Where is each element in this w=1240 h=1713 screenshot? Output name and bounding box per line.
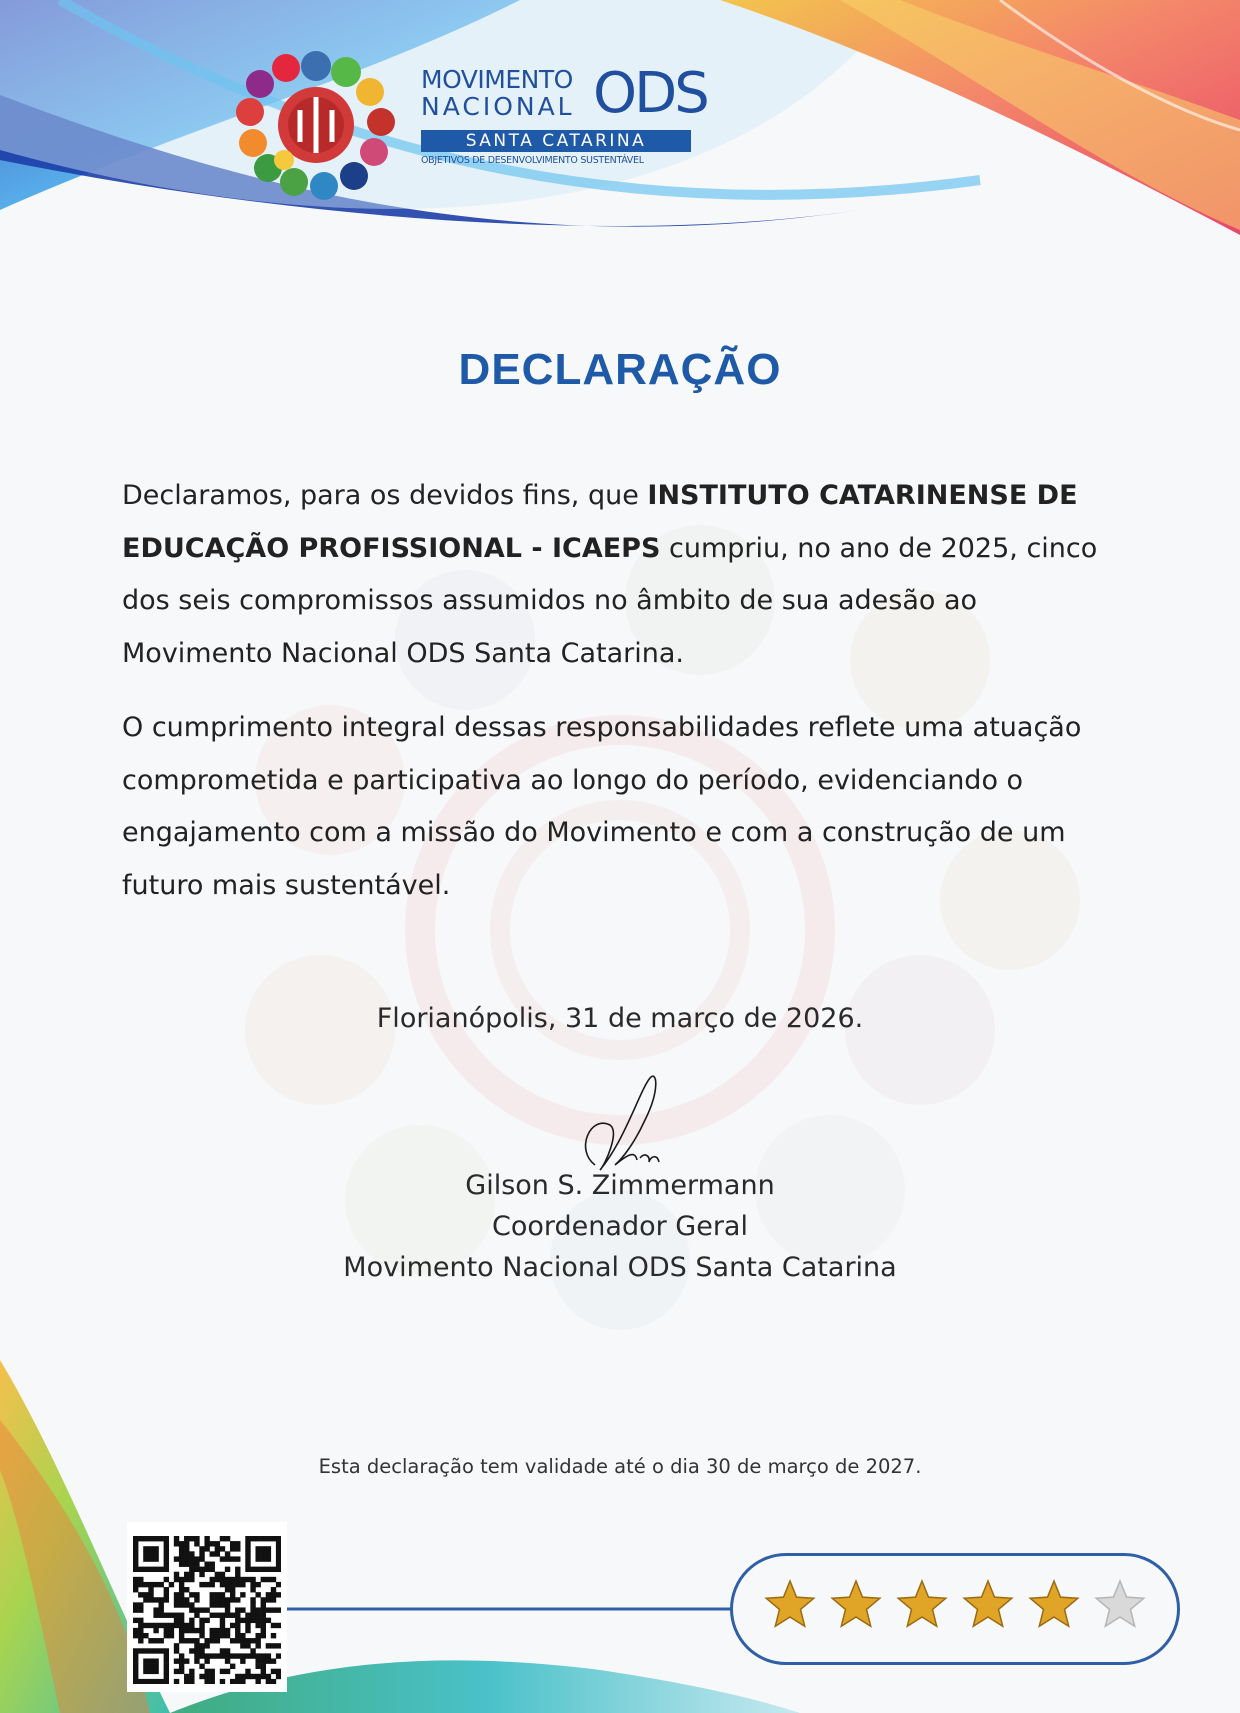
logo-ods: ODS xyxy=(593,61,707,126)
star-filled-icon xyxy=(895,1578,949,1632)
paragraph-1-rest: cumpriu, no ano de 2025, cinco dos seis compromissos assumidos no âmbito de sua adesão ao Movimento Nacional ODS Santa Catarina. xyxy=(122,532,1098,669)
paragraph-1-intro: Declaramos, para os devidos fins, que xyxy=(122,480,648,511)
signer-name: Gilson S. Zimmermann xyxy=(465,1170,775,1201)
paragraph-commitment: O cumprimento integral dessas responsabilidades reflete uma atuação comprometida e participativa ao longo do período, evidenciando o engajamento com a missão do Movimento e com a construção de um futuro mais sustentável. xyxy=(122,712,1082,901)
star-filled-icon xyxy=(1027,1578,1081,1632)
compliance-rating xyxy=(730,1553,1180,1665)
logo-region-band: SANTA CATARINA xyxy=(421,130,691,152)
organization-name: INSTITUTO CATARINENSE DE EDUCAÇÃO PROFISSIONAL - ICAEPS xyxy=(122,480,1078,564)
logo-line-movimento: MOVIMENTO xyxy=(421,65,573,94)
document-title: DECLARAÇÃO xyxy=(458,345,782,394)
logo-line-nacional: NACIONAL xyxy=(421,92,575,121)
declaration-body xyxy=(122,470,1122,934)
signer-block xyxy=(0,1165,1240,1288)
paragraph-declaration xyxy=(122,470,1122,680)
movimento-ods-logo xyxy=(236,50,706,200)
rating-stars xyxy=(763,1578,1147,1632)
validity-note: Esta declaração tem validade até o dia 30 de março de 2027. xyxy=(318,1455,922,1478)
signer-role: Coordenador Geral xyxy=(492,1211,748,1242)
logo-subtitle: OBJETIVOS DE DESENVOLVIMENTO SUSTENTÁVEL xyxy=(421,155,644,166)
star-empty-icon xyxy=(1093,1578,1147,1632)
qr-code[interactable] xyxy=(127,1522,287,1692)
place-and-date: Florianópolis, 31 de março de 2026. xyxy=(376,1003,864,1034)
star-filled-icon xyxy=(961,1578,1015,1632)
qr-code-icon xyxy=(133,1536,281,1684)
signer-organization: Movimento Nacional ODS Santa Catarina xyxy=(343,1252,897,1283)
handwritten-signature xyxy=(565,1070,675,1180)
star-filled-icon xyxy=(829,1578,883,1632)
ods-emblem-icon xyxy=(236,50,396,200)
star-filled-icon xyxy=(763,1578,817,1632)
